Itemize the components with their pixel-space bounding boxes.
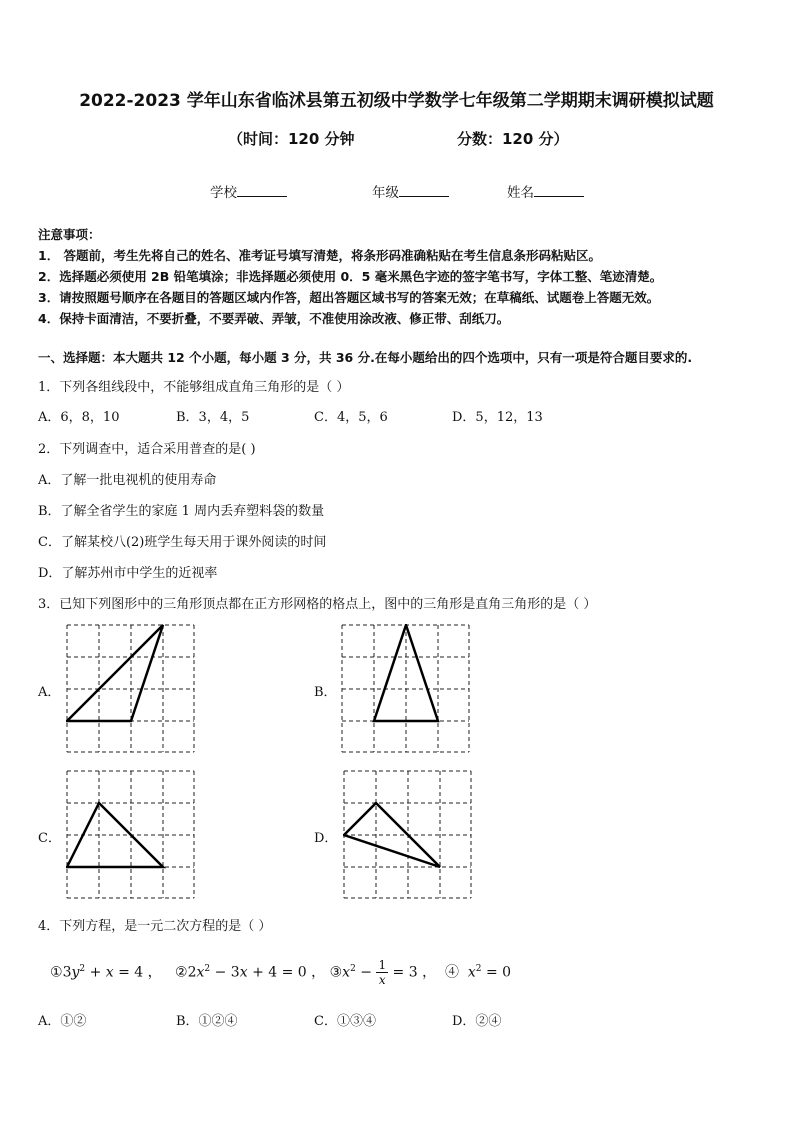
q4-option-b[interactable]: B．①②④ bbox=[176, 1014, 238, 1029]
q3-figure-d bbox=[343, 770, 473, 900]
q3-option-b[interactable]: B． bbox=[314, 685, 337, 700]
exam-score: 分数：120 分） bbox=[457, 130, 569, 148]
fraction-1-over-x: $\frac{1}{x}$ bbox=[378, 958, 387, 987]
eq-marker-3: ③ bbox=[329, 964, 343, 981]
exam-time: （时间：120 分钟 bbox=[228, 130, 355, 148]
q2-option-c[interactable]: C．了解某校八(2)班学生每天用于课外阅读的时间 bbox=[38, 535, 327, 550]
note-item: 2．选择题必须使用 2B 铅笔填涂；非选择题必须使用 0．5 毫米黑色字迹的签字笔书写，字体工整、笔迹清楚。 bbox=[38, 269, 663, 284]
q2-option-b[interactable]: B．了解全省学生的家庭 1 周内丢弃塑料袋的数量 bbox=[38, 504, 325, 519]
q3-stem: 3．已知下列图形中的三角形顶点都在正方形网格的格点上，图中的三角形是直角三角形的是（ ） bbox=[38, 597, 597, 612]
exam-title: 2022-2023 学年山东省临沭县第五初级中学数学七年级第二学期期末调研模拟试题 bbox=[79, 91, 714, 111]
q4-option-d[interactable]: D．②④ bbox=[452, 1014, 502, 1029]
note-item: 3．请按照题号顺序在各题目的答题区域内作答，超出答题区域书写的答案无效；在草稿纸、试题卷上答题无效。 bbox=[38, 290, 660, 305]
eq-marker-1: ① bbox=[50, 964, 63, 981]
name-blank[interactable] bbox=[534, 184, 584, 197]
grade-label: 年级 bbox=[372, 185, 399, 201]
q4-stem: 4．下列方程，是一元二次方程的是（ ） bbox=[38, 919, 272, 934]
q3-figure-c bbox=[66, 770, 196, 900]
q2-option-d[interactable]: D．了解苏州市中学生的近视率 bbox=[38, 566, 218, 581]
q3-figure-b bbox=[341, 624, 471, 754]
section-heading: 一、选择题：本大题共 12 个小题，每小题 3 分，共 36 分.在每小题给出的四个选项中，只有一项是符合题目要求的. bbox=[38, 350, 693, 365]
school-label: 学校 bbox=[210, 185, 237, 201]
q3-triangle-a bbox=[67, 625, 163, 721]
q4-equations: $①3y^2 + x = 4$ ， $②2x^2 - 3x + 4 = 0$ ， $③x^2$ − $\frac{1}{x}$ = 3 ， ④ $x^2 = 0$ bbox=[50, 958, 512, 987]
q1-option-c[interactable]: C．4，5，6 bbox=[314, 410, 388, 425]
eq-marker-4: ④ bbox=[444, 964, 459, 981]
q3-option-a[interactable]: A． bbox=[38, 685, 61, 700]
name-label: 姓名 bbox=[507, 185, 534, 201]
q4-option-a[interactable]: A．①② bbox=[38, 1014, 87, 1029]
grade-blank[interactable] bbox=[399, 184, 449, 197]
school-blank[interactable] bbox=[237, 184, 287, 197]
q2-stem: 2．下列调查中，适合采用普查的是( ) bbox=[38, 442, 256, 457]
q1-option-a[interactable]: A．6，8，10 bbox=[38, 410, 120, 425]
q1-option-b[interactable]: B．3，4，5 bbox=[176, 410, 250, 425]
note-item: 1． 答题前，考生先将自己的姓名、准考证号填写清楚，将条形码准确粘贴在考生信息条形码粘贴区。 bbox=[38, 248, 602, 263]
grade-field bbox=[372, 181, 449, 201]
q1-option-d[interactable]: D．5，12，13 bbox=[452, 410, 543, 425]
note-item: 4．保持卡面清洁，不要折叠，不要弄破、弄皱，不准使用涂改液、修正带、刮纸刀。 bbox=[38, 311, 510, 326]
school-field bbox=[210, 181, 287, 201]
q3-figure-a bbox=[66, 624, 196, 754]
q1-stem: 1．下列各组线段中，不能够组成直角三角形的是（ ） bbox=[38, 380, 350, 395]
q2-option-a[interactable]: A．了解一批电视机的使用寿命 bbox=[38, 473, 217, 488]
name-field bbox=[507, 181, 584, 201]
q4-option-c[interactable]: C．①③④ bbox=[314, 1014, 376, 1029]
q3-option-c[interactable]: C． bbox=[38, 831, 61, 846]
q3-option-d[interactable]: D． bbox=[314, 831, 338, 846]
eq-marker-2: ② bbox=[175, 964, 188, 981]
notes-heading: 注意事项： bbox=[38, 227, 101, 242]
